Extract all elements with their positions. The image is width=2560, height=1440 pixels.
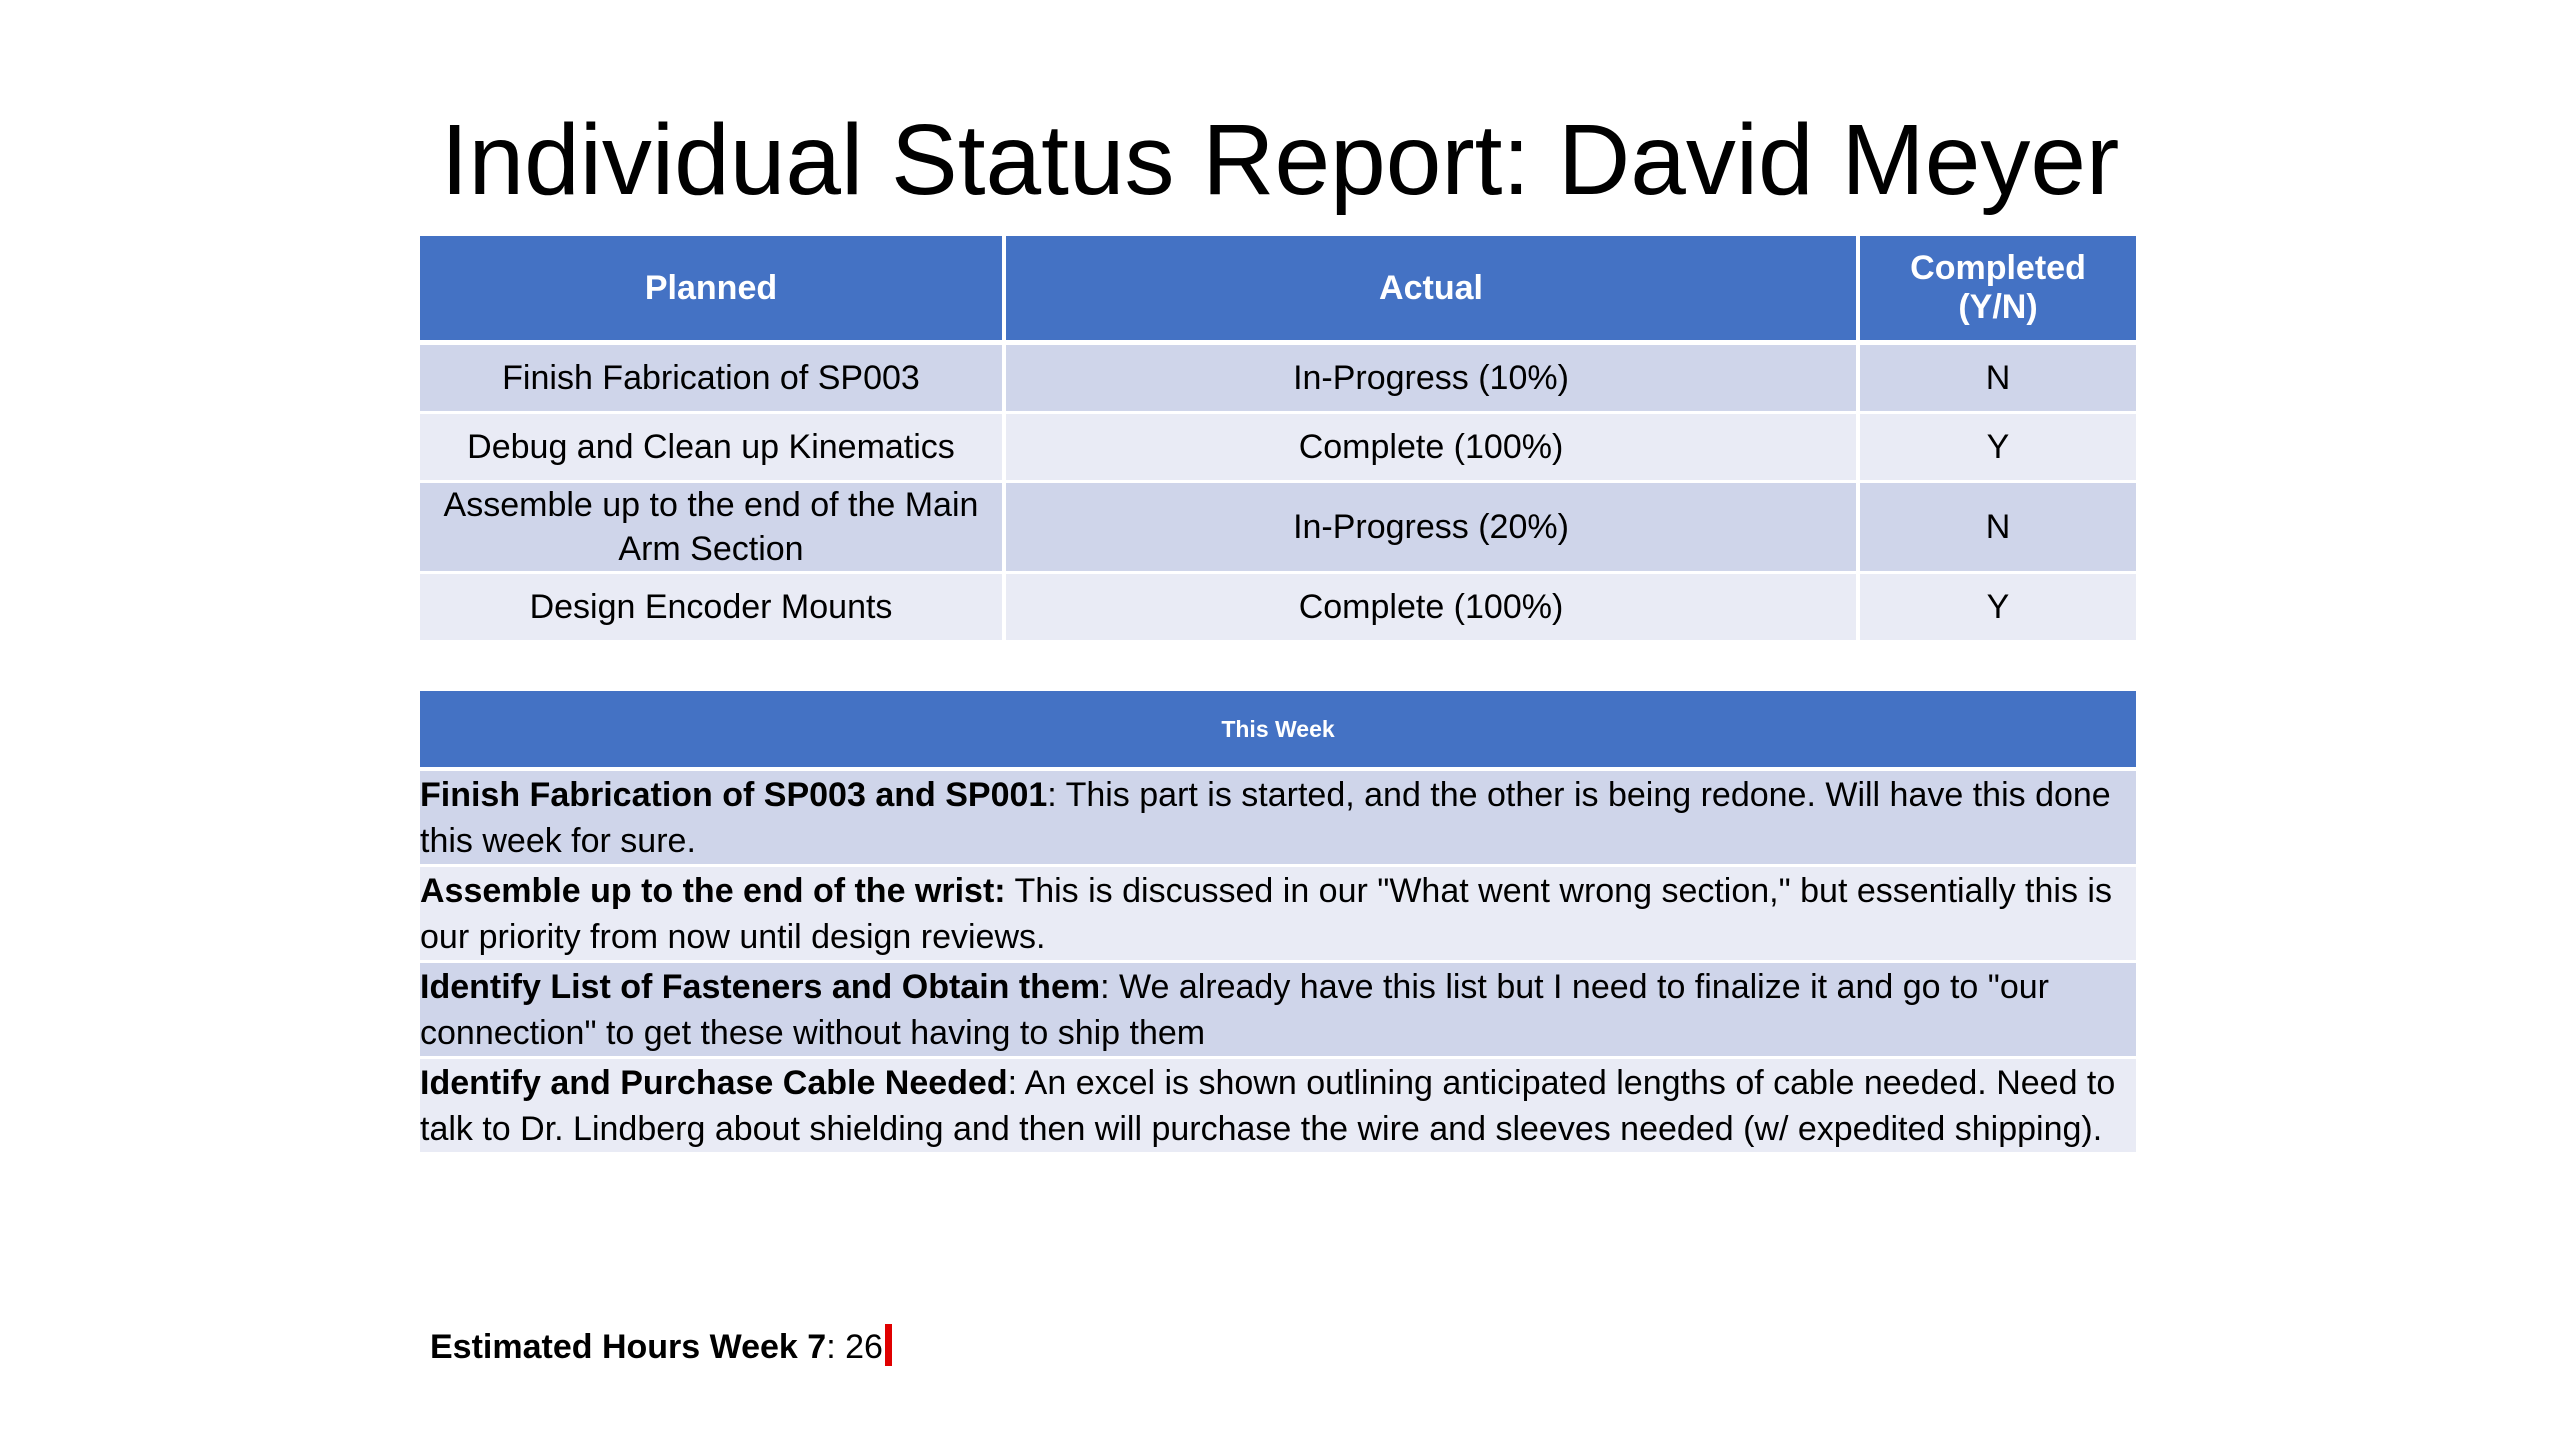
cell-completed: Y [1858,573,2136,642]
item-sep: : [1100,968,1119,1006]
table-row [420,573,2136,642]
estimated-hours-value: 26 [845,1328,883,1366]
item-lead: Finish Fabrication of SP003 and SP001 [420,776,1048,814]
header-planned: Planned [420,236,1004,343]
estimated-hours-label: Estimated Hours Week 7 [430,1328,827,1366]
this-week-header: This Week [420,691,2136,771]
item-lead: Assemble up to the end of the wrist: [420,872,1006,910]
header-completed: Completed (Y/N) [1858,236,2136,343]
estimated-hours[interactable] [430,1324,892,1370]
this-week-item [420,1059,2136,1155]
item-text: This part is started, and the other is being redone. Will have this done this week for sure. [420,776,2111,860]
cell-completed: Y [1858,413,2136,482]
cell-planned: Debug and Clean up Kinematics [420,413,1004,482]
status-table-header-row [420,236,2136,343]
this-week-item [420,771,2136,867]
header-actual: Actual [1004,236,1858,343]
cell-actual: In-Progress (20%) [1004,482,1858,573]
table-row [420,343,2136,413]
item-sep: : [1007,1064,1025,1102]
cell-planned: Finish Fabrication of SP003 [420,343,1004,413]
estimated-hours-sep: : [826,1328,846,1366]
cell-planned: Assemble up to the end of the Main Arm Section [420,482,1004,573]
this-week-item [420,867,2136,963]
cell-completed: N [1858,343,2136,413]
cell-actual: Complete (100%) [1004,573,1858,642]
cell-actual: In-Progress (10%) [1004,343,1858,413]
item-text: We already have this list but I need to finalize it and go to "our connection" to get these without having to ship them [420,968,2049,1052]
cell-planned: Design Encoder Mounts [420,573,1004,642]
item-text: This is discussed in our "What went wrong section," but essentially this is our priority from now until design reviews. [420,872,2112,956]
cell-actual: Complete (100%) [1004,413,1858,482]
this-week-table [420,691,2136,1155]
slide-title: Individual Status Report: David Meyer [440,104,2120,216]
cell-completed: N [1858,482,2136,573]
item-text: An excel is shown outlining anticipated lengths of cable needed. Need to talk to Dr. Lindberg about shielding and then will purchase the wire and sleeves needed (w/ expedited shipping). [420,1064,2116,1148]
item-sep: : [1047,776,1066,814]
item-lead: Identify List of Fasteners and Obtain them [420,968,1101,1006]
this-week-item [420,963,2136,1059]
status-table [420,236,2136,643]
table-row [420,413,2136,482]
table-row [420,482,2136,573]
text-cursor [885,1324,892,1366]
item-lead: Identify and Purchase Cable Needed [420,1064,1008,1102]
